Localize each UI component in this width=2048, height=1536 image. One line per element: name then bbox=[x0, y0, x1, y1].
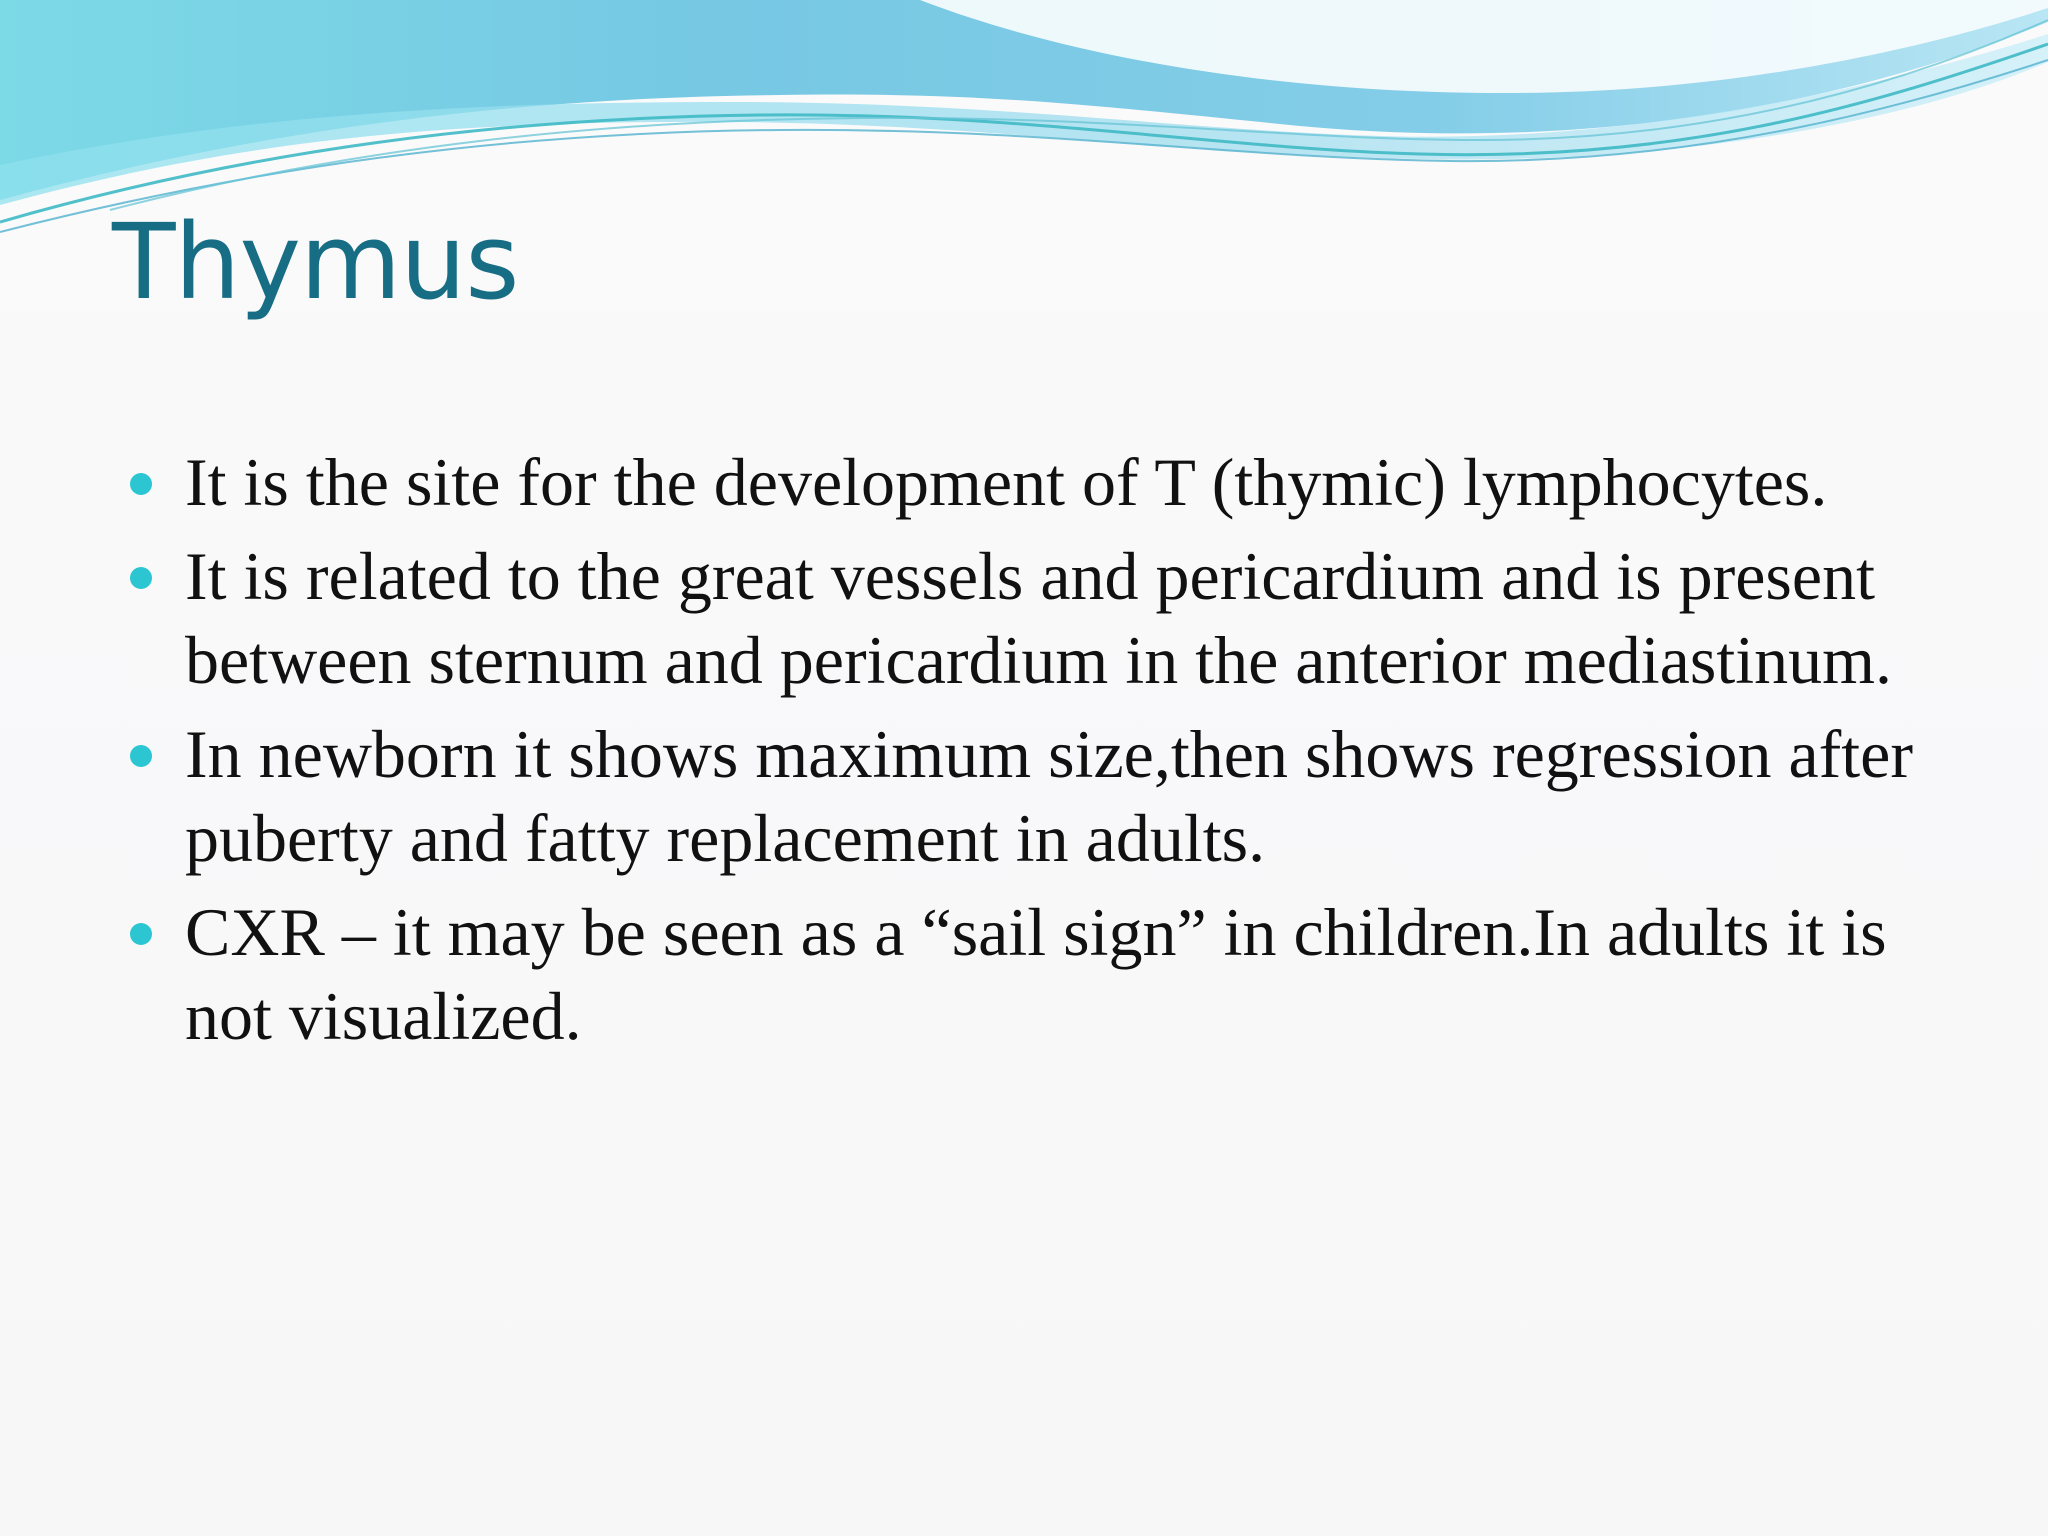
slide-title: Thymus bbox=[112, 201, 519, 323]
bullet-item-2 bbox=[130, 534, 1930, 702]
bullet-dot-icon bbox=[130, 567, 152, 589]
bullet-list bbox=[130, 440, 1930, 1068]
bullet-item-1 bbox=[130, 440, 1930, 524]
bullet-text: It is related to the great vessels and pericardium and is present between sternum and pericardium in the anterior mediastinum. bbox=[185, 538, 1893, 698]
bullet-text: In newborn it shows maximum size,then shows regression after puberty and fatty replacement in adults. bbox=[185, 716, 1913, 876]
bullet-text: It is the site for the development of T (thymic) lymphocytes. bbox=[185, 444, 1828, 520]
bullet-item-4 bbox=[130, 890, 1930, 1058]
bullet-dot-icon bbox=[130, 473, 152, 495]
bullet-item-3 bbox=[130, 712, 1930, 880]
bullet-dot-icon bbox=[130, 745, 152, 767]
bullet-dot-icon bbox=[130, 923, 152, 945]
bullet-text: CXR – it may be seen as a “sail sign” in children.In adults it is not visualized. bbox=[185, 894, 1887, 1054]
